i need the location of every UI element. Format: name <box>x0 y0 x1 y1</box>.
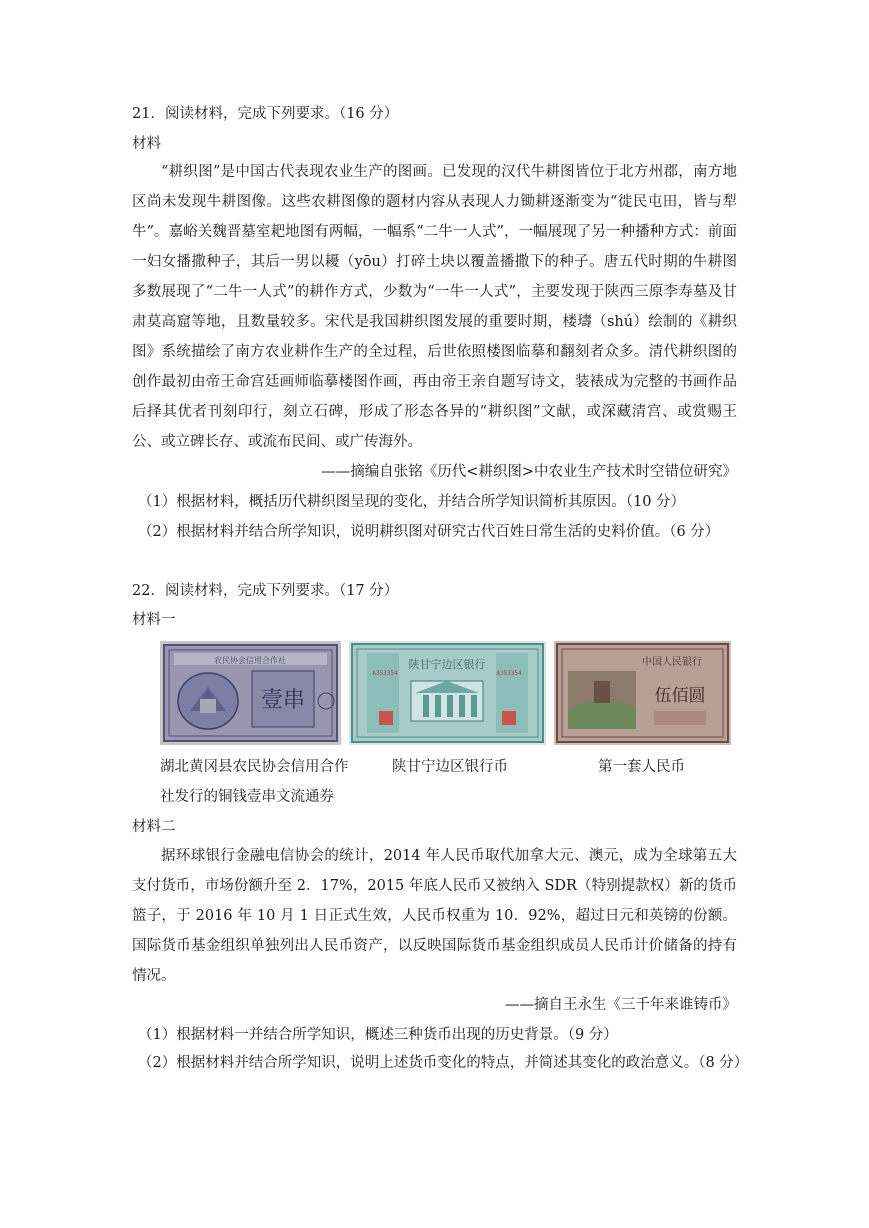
banknote-renminbi-denomination: 伍佰圆 <box>654 686 706 706</box>
banknote-huanggang-graphic <box>160 641 341 745</box>
caption-shaanganning: 陕甘宁边区银行币 <box>392 759 508 775</box>
q21-title: 21．阅读材料，完成下列要求。（16 分） <box>132 106 399 122</box>
banknote-renminbi-graphic <box>554 641 731 745</box>
q22-material2-paragraph: 据环球银行金融电信协会的统计，2014 年人民币取代加拿大元、澳元，成为全球第五大支付货币，市场份额升至 2．17%，2015 年底人民币又被纳入 SDR（特别提款权）新的货币篮子，于 2016 年 10 月 1 日正式生效，人民币权重为 10．92%，超过日元和英镑的份额。国际货币基金组织单独列出人民币资产，以反映国际货币基金组织成员人民币计价储备的持有情况。 <box>132 848 737 984</box>
banknote-huanggang-header: 农民协会信用合作社 <box>214 656 286 665</box>
banknote-image-shaanganning <box>349 641 546 745</box>
q22-question-2: （2）根据材料并结合所学知识，说明上述货币变化的特点，并简述其变化的政治意义。（8 分） <box>138 1055 749 1071</box>
banknote-images <box>160 641 731 745</box>
banknote-shaanganning-title: 陕甘宁边区银行 <box>408 658 486 671</box>
q21-material-label: 材料 <box>132 136 161 152</box>
caption-huanggang-line1: 湖北黄冈县农民协会信用合作 <box>160 759 349 775</box>
q21-source: ——摘编自张铭《历代<耕织图>中农业生产技术时空错位研究》 <box>321 464 737 480</box>
banknote-renminbi-bank: 中国人民银行 <box>642 657 702 668</box>
banknote-image-renminbi <box>554 641 731 745</box>
q22-title: 22．阅读材料，完成下列要求。（17 分） <box>132 583 399 599</box>
banknote-shaanganning-serial-right: A353354 <box>496 670 522 677</box>
banknote-huanggang-denomination: 壹串 <box>260 688 306 713</box>
q22-material1-label: 材料一 <box>132 612 176 628</box>
q22-material2-label: 材料二 <box>132 819 176 835</box>
banknote-image-huanggang <box>160 641 341 745</box>
q21-material-paragraph: “耕织图”是中国古代表现农业生产的图画。已发现的汉代牛耕图皆位于北方州郡，南方地区尚未发现牛耕图像。这些农耕图像的题材内容从表现人力锄耕逐渐变为“徙民屯田，皆与犁牛”。嘉峪关魏晋墓室耙地图有两幅，一幅系“二牛一人式”，一幅展现了另一种播种方式：前面一妇女播撒种子，其后一男以耰（yōu）打碎土块以覆盖播撒下的种子。唐五代时期的牛耕图多数展现了“二牛一人式”的耕作方式，少数为“一牛一人式”，主要发现于陕西三原李寿墓及甘肃莫高窟等地，且数量较多。宋代是我国耕织图发展的重要时期，楼璹（shú）绘制的《耕织图》系统描绘了南方农业耕作生产的全过程，后世依照楼图临摹和翻刻者众多。清代耕织图的创作最初由帝王命宫廷画师临摹楼图作画，再由帝王亲自题写诗文，装裱成为完整的书画作品后择其优者刊刻印行，刻立石碑，形成了形态各异的“耕织图”文献，或深藏清宫、或赏赐王公、或立碑长存、或流布民间、或广传海外。 <box>132 164 737 450</box>
caption-renminbi: 第一套人民币 <box>598 759 685 775</box>
caption-huanggang-line2: 社发行的铜钱壹串文流通券 <box>160 789 334 805</box>
q21-question-2: （2）根据材料并结合所学知识，说明耕织图对研究古代百姓日常生活的史料价值。（6 分） <box>138 524 720 540</box>
q22-question-1: （1）根据材料一并结合所学知识，概述三种货币出现的历史背景。（9 分） <box>138 1027 618 1043</box>
banknote-shaanganning-graphic <box>349 641 546 745</box>
banknote-shaanganning-serial-left: A353354 <box>372 670 398 677</box>
q22-source: ——摘自王永生《三千年来谁铸币》 <box>505 997 737 1013</box>
q21-question-1: （1）根据材料，概括历代耕织图呈现的变化，并结合所学知识简析其原因。（10 分） <box>138 494 686 510</box>
